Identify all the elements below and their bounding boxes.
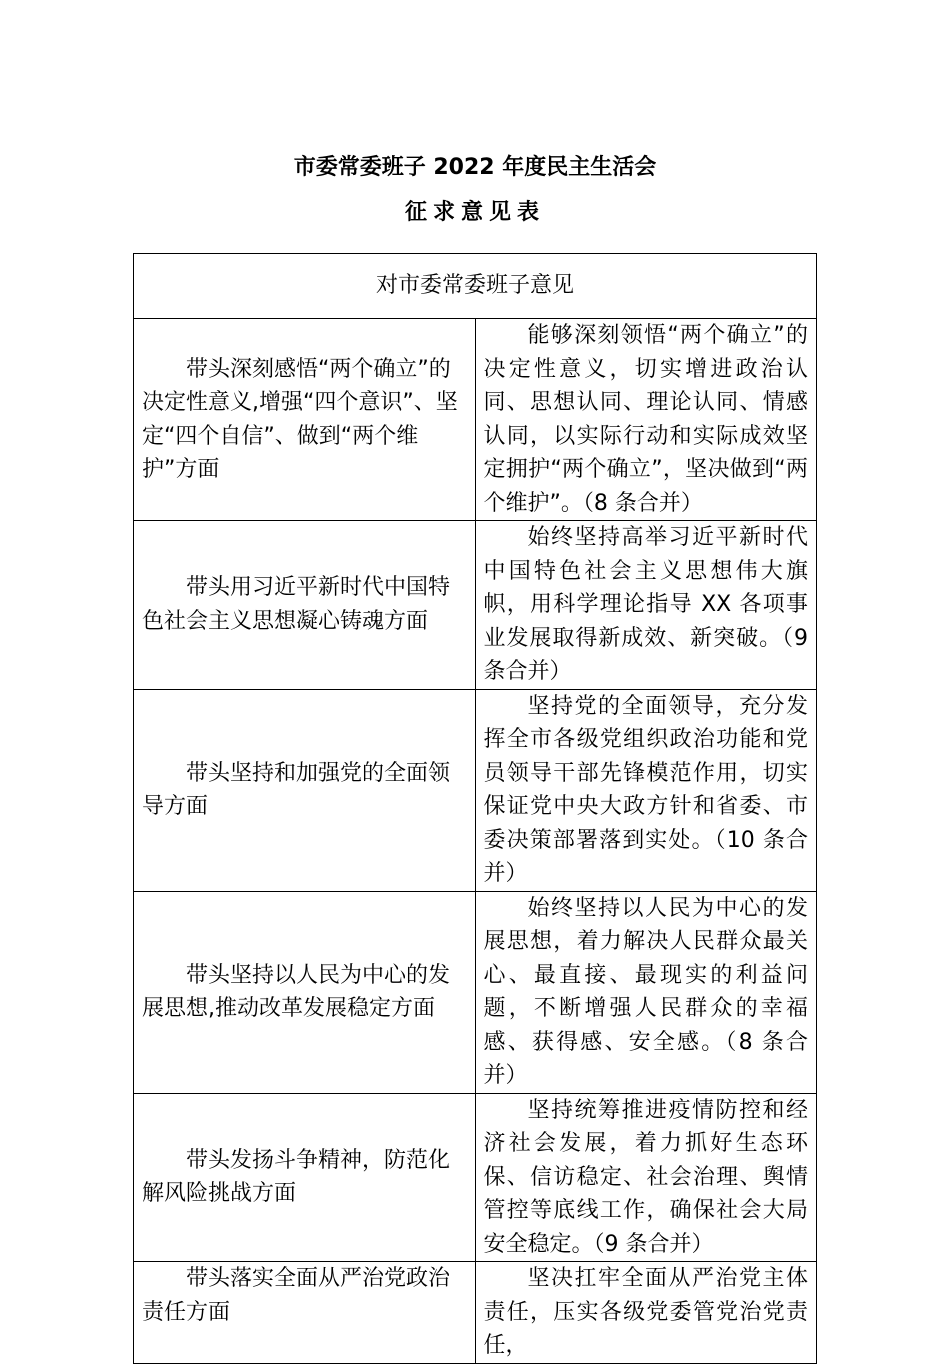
document-title: 市委常委班子 2022 年度民主生活会 xyxy=(293,155,657,180)
table-row xyxy=(134,521,817,690)
table-row xyxy=(134,1093,817,1262)
table-header-row xyxy=(134,254,817,319)
opinion-cell: 坚持党的全面领导，充分发挥全市各级党组织政治功能和党员领导干部先锋模范作用，切实保证党中央大政方针和省委、市委决策部署落到实处。（10 条合并） xyxy=(475,689,817,891)
document-subtitle: 征求意见表 xyxy=(404,200,545,225)
table-row xyxy=(134,891,817,1093)
table-row xyxy=(134,1262,817,1364)
table-row xyxy=(134,319,817,521)
opinion-cell: 坚决扛牢全面从严治党主体责任，压实各级党委管党治党责任， xyxy=(475,1262,817,1364)
aspect-cell: 带头坚持以人民为中心的发展思想,推动改革发展稳定方面 xyxy=(134,891,476,1093)
table-row xyxy=(134,689,817,891)
aspect-cell: 带头坚持和加强党的全面领导方面 xyxy=(134,689,476,891)
opinion-cell: 能够深刻领悟“两个确立”的决定性意义，切实增进政治认同、思想认同、理论认同、情感认同，以实际行动和实际成效坚定拥护“两个确立”，坚决做到“两个维护”。（8 条合并） xyxy=(475,319,817,521)
opinion-cell: 坚持统筹推进疫情防控和经济社会发展，着力抓好生态环保、信访稳定、社会治理、舆情管控等底线工作，确保社会大局安全稳定。（9 条合并） xyxy=(475,1093,817,1262)
opinion-cell: 始终坚持以人民为中心的发展思想，着力解决人民群众最关心、最直接、最现实的利益问题，不断增强人民群众的幸福感、获得感、安全感。（8 条合并） xyxy=(475,891,817,1093)
aspect-cell: 带头深刻感悟“两个确立”的决定性意义,增强“四个意识”、坚定“四个自信”、做到“两个维护”方面 xyxy=(134,319,476,521)
aspect-cell: 带头用习近平新时代中国特色社会主义思想凝心铸魂方面 xyxy=(134,521,476,690)
aspect-cell: 带头发扬斗争精神，防范化解风险挑战方面 xyxy=(134,1093,476,1262)
aspect-cell: 带头落实全面从严治党政治责任方面 xyxy=(134,1262,476,1364)
table-header: 对市委常委班子意见 xyxy=(134,254,817,319)
opinions-table xyxy=(133,253,817,1364)
opinion-cell: 始终坚持高举习近平新时代中国特色社会主义思想伟大旗帜，用科学理论指导 XX 各项事业发展取得新成效、新突破。（9 条合并） xyxy=(475,521,817,690)
